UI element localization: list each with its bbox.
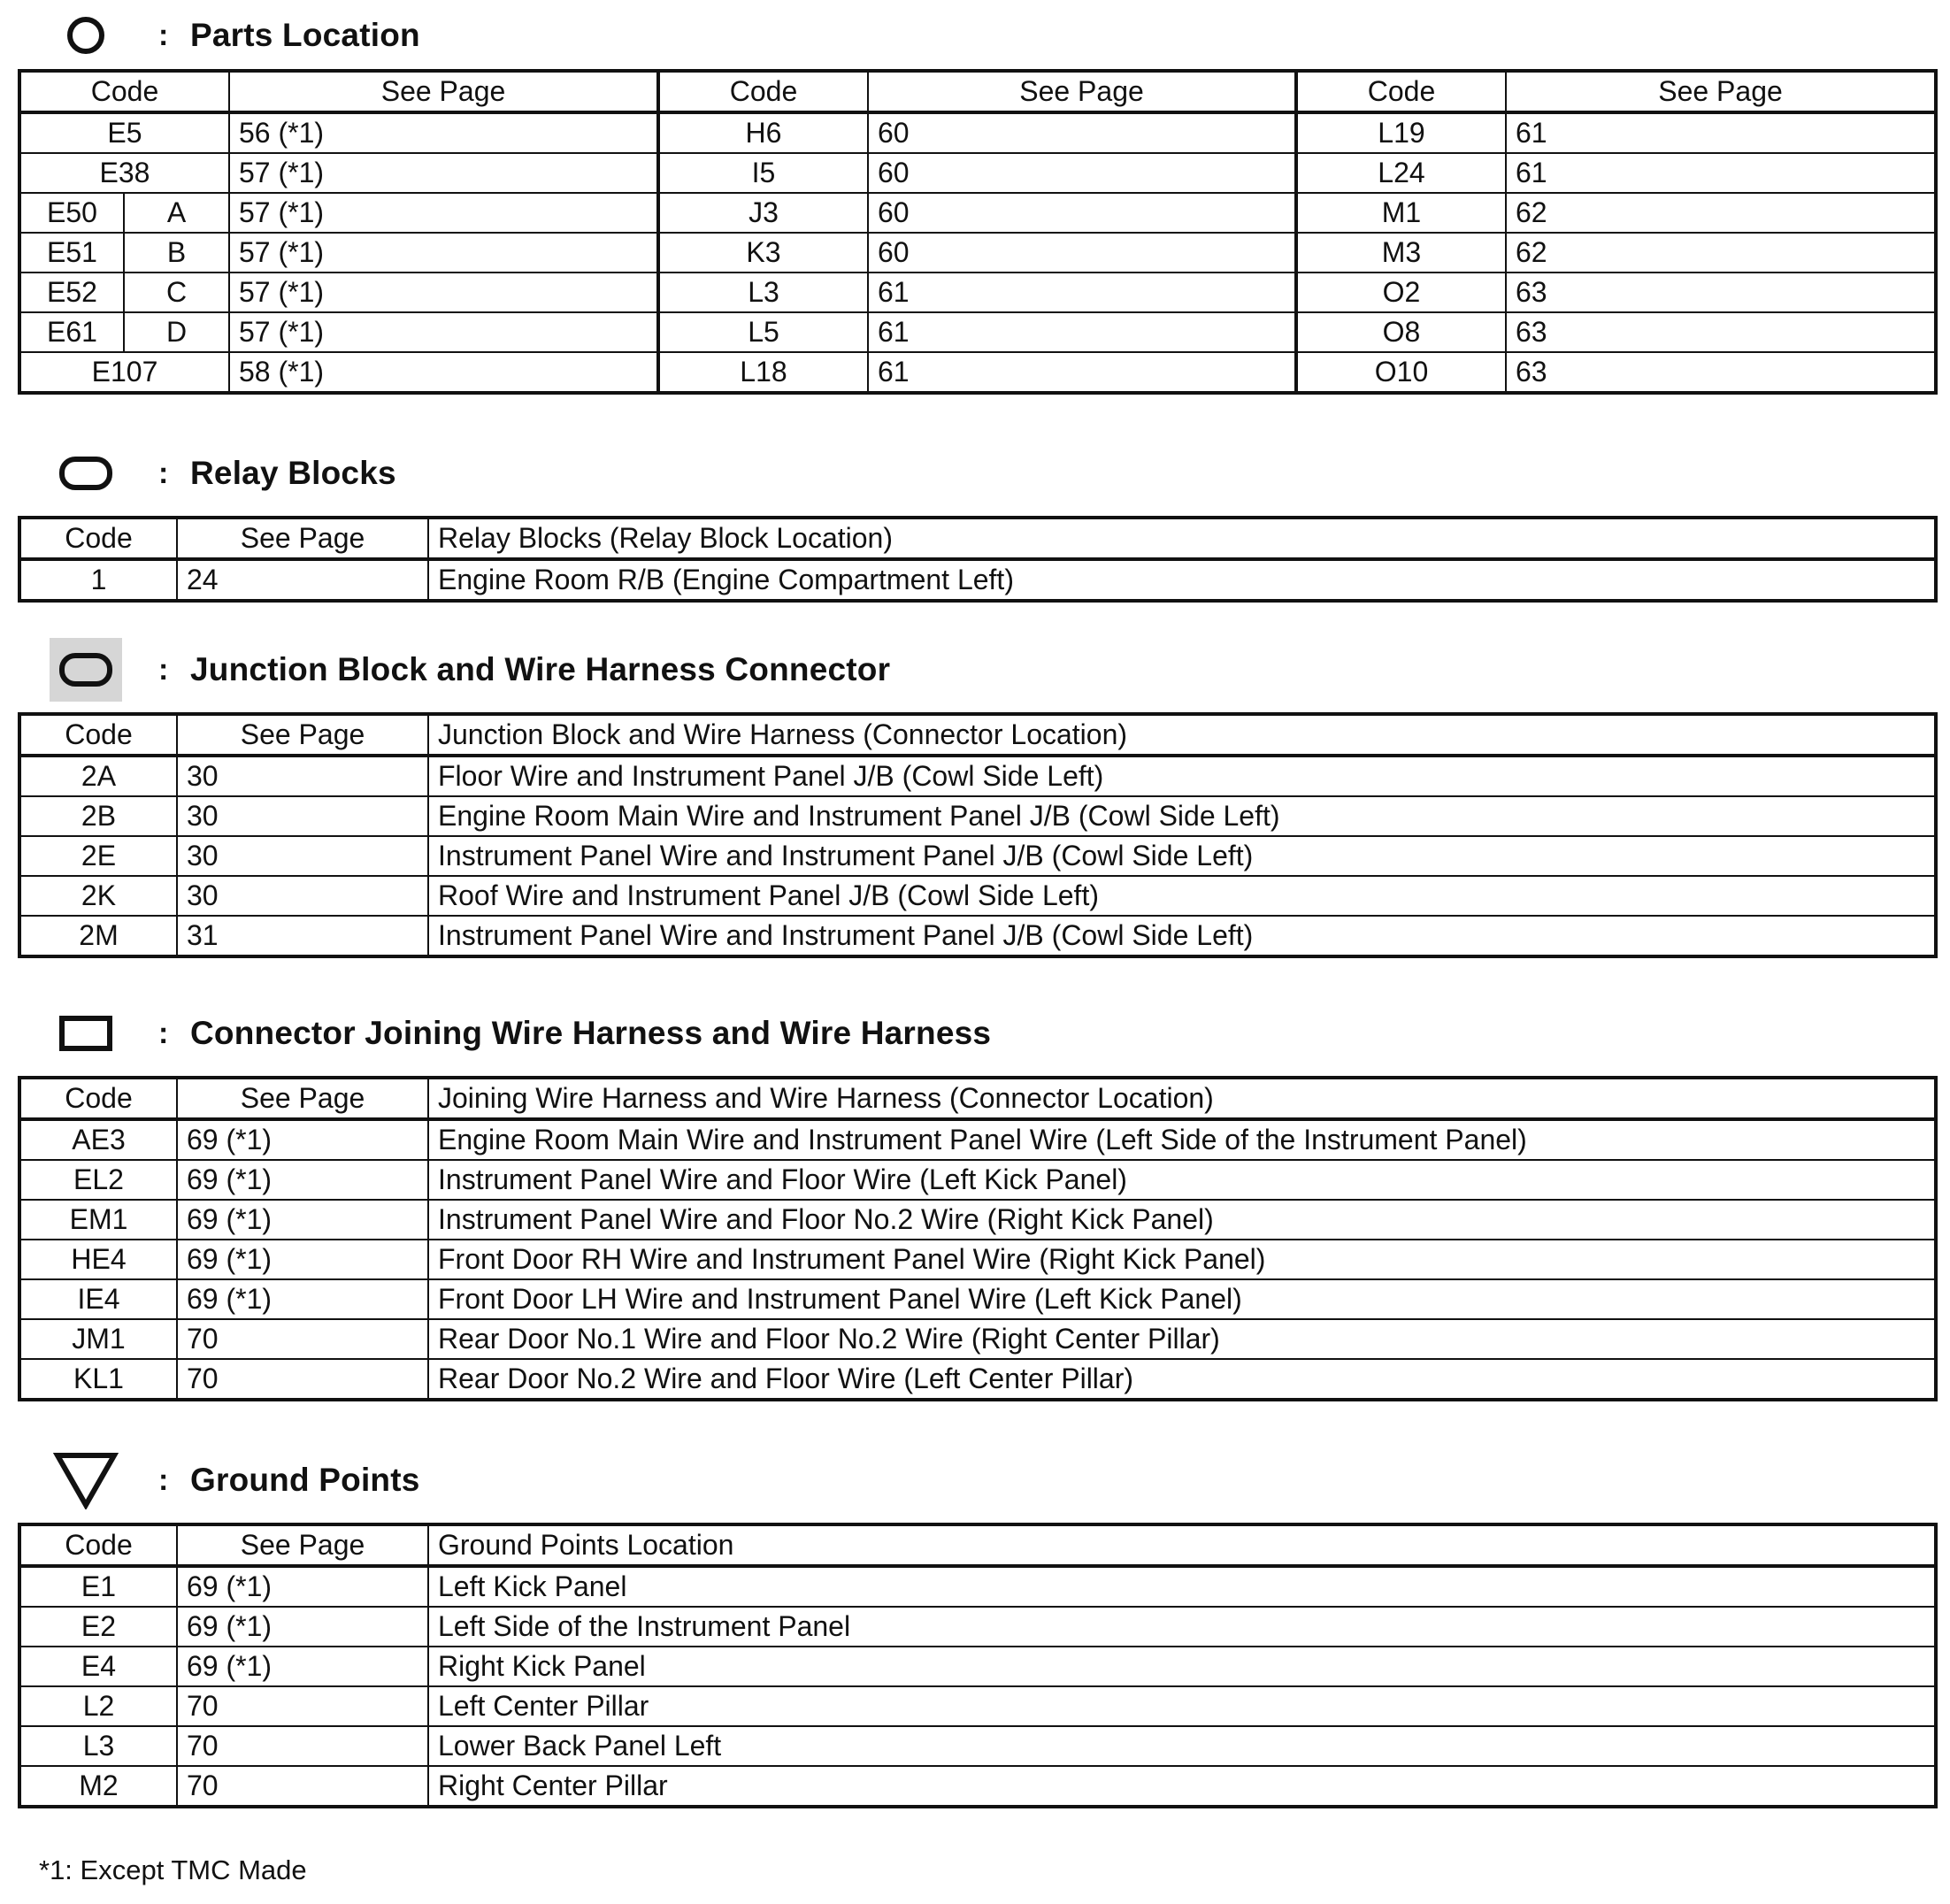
table-row — [19, 193, 1936, 233]
column-header: See Page — [229, 71, 658, 112]
code-cell: 2A — [19, 756, 177, 796]
table-row — [19, 1160, 1936, 1200]
column-header: Code — [19, 1078, 177, 1119]
heading-colon: : — [158, 652, 169, 687]
location-cell: Right Center Pillar — [428, 1766, 1936, 1807]
code-cell: EM1 — [19, 1200, 177, 1240]
location-cell: Left Kick Panel — [428, 1566, 1936, 1607]
code-cell: KL1 — [19, 1359, 177, 1400]
code-cell: L2 — [19, 1686, 177, 1726]
page-cell: 63 — [1506, 273, 1936, 312]
code-cell: IE4 — [19, 1279, 177, 1319]
page-cell: 57 (*1) — [229, 153, 658, 193]
column-header: See Page — [177, 1524, 428, 1566]
page-cell: 56 (*1) — [229, 112, 658, 153]
sub-code-cell: A — [124, 193, 229, 233]
page-cell: 60 — [868, 193, 1296, 233]
section-title: Parts Location — [190, 17, 420, 53]
location-cell: Floor Wire and Instrument Panel J/B (Cowl Side Left) — [428, 756, 1936, 796]
connector-joining-table — [18, 1076, 1938, 1401]
table-header-row — [19, 518, 1936, 559]
code-cell: O10 — [1296, 352, 1506, 393]
code-cell: L18 — [658, 352, 868, 393]
table-row — [19, 559, 1936, 601]
location-cell: Roof Wire and Instrument Panel J/B (Cowl Side Left) — [428, 876, 1936, 916]
code-cell: K3 — [658, 233, 868, 273]
page-cell: 69 (*1) — [177, 1279, 428, 1319]
table-header-row — [19, 71, 1936, 112]
code-cell: M3 — [1296, 233, 1506, 273]
table-row — [19, 1359, 1936, 1400]
page-cell: 61 — [1506, 112, 1936, 153]
code-cell: 2B — [19, 796, 177, 836]
page-cell: 63 — [1506, 352, 1936, 393]
location-cell: Front Door RH Wire and Instrument Panel Wire (Right Kick Panel) — [428, 1240, 1936, 1279]
page-cell: 69 (*1) — [177, 1566, 428, 1607]
table-row — [19, 1319, 1936, 1359]
heading-colon: : — [158, 1016, 169, 1050]
code-cell: M2 — [19, 1766, 177, 1807]
location-cell: Engine Room Main Wire and Instrument Panel J/B (Cowl Side Left) — [428, 796, 1936, 836]
junction-block-heading — [49, 643, 890, 696]
code-cell: E1 — [19, 1566, 177, 1607]
page-cell: 69 (*1) — [177, 1160, 428, 1200]
page-cell: 60 — [868, 233, 1296, 273]
page-cell: 70 — [177, 1726, 428, 1766]
column-header: See Page — [177, 714, 428, 756]
page-cell: 57 (*1) — [229, 193, 658, 233]
table-row — [19, 1200, 1936, 1240]
relay-blocks-table — [18, 516, 1938, 603]
table-header-row — [19, 714, 1936, 756]
column-header: See Page — [1506, 71, 1936, 112]
table-row — [19, 1726, 1936, 1766]
table-row — [19, 1240, 1936, 1279]
heading-colon: : — [158, 456, 169, 490]
code-cell: AE3 — [19, 1119, 177, 1160]
location-cell: Instrument Panel Wire and Instrument Panel J/B (Cowl Side Left) — [428, 916, 1936, 956]
page-cell: 69 (*1) — [177, 1119, 428, 1160]
column-header: Code — [19, 71, 229, 112]
relay-blocks-heading — [49, 447, 396, 500]
page-cell: 69 (*1) — [177, 1200, 428, 1240]
table-row — [19, 1607, 1936, 1647]
table-row — [19, 1647, 1936, 1686]
code-cell: E2 — [19, 1607, 177, 1647]
column-header: Code — [19, 518, 177, 559]
location-cell: Lower Back Panel Left — [428, 1726, 1936, 1766]
code-cell: E61 — [19, 312, 124, 352]
page-cell: 30 — [177, 836, 428, 876]
page-cell: 57 (*1) — [229, 312, 658, 352]
code-cell: E51 — [19, 233, 124, 273]
table-row — [19, 756, 1936, 796]
table-row — [19, 352, 1936, 393]
code-cell: HE4 — [19, 1240, 177, 1279]
table-row — [19, 876, 1936, 916]
location-cell: Engine Room R/B (Engine Compartment Left) — [428, 559, 1936, 601]
location-cell: Rear Door No.1 Wire and Floor No.2 Wire (Right Center Pillar) — [428, 1319, 1936, 1359]
page-cell: 57 (*1) — [229, 273, 658, 312]
table-row — [19, 1686, 1936, 1726]
code-cell: O2 — [1296, 273, 1506, 312]
code-cell: L19 — [1296, 112, 1506, 153]
column-header: Code — [19, 714, 177, 756]
page-cell: 61 — [868, 352, 1296, 393]
page-cell: 62 — [1506, 193, 1936, 233]
code-cell: 2E — [19, 836, 177, 876]
page-cell: 70 — [177, 1686, 428, 1726]
page-cell: 69 (*1) — [177, 1647, 428, 1686]
code-cell: E38 — [19, 153, 229, 193]
code-cell: E4 — [19, 1647, 177, 1686]
code-cell: EL2 — [19, 1160, 177, 1200]
code-cell: 2K — [19, 876, 177, 916]
page-cell: 58 (*1) — [229, 352, 658, 393]
heading-colon: : — [158, 18, 169, 52]
table-row — [19, 312, 1936, 352]
connector-joining-heading — [49, 1007, 991, 1060]
footnote: *1: Except TMC Made — [39, 1854, 307, 1885]
page-cell: 24 — [177, 559, 428, 601]
section-title: Relay Blocks — [190, 455, 396, 491]
rounded-rect-icon — [49, 447, 123, 500]
rectangle-icon — [49, 1007, 123, 1060]
page-cell: 31 — [177, 916, 428, 956]
column-header: See Page — [868, 71, 1296, 112]
column-header: See Page — [177, 1078, 428, 1119]
location-cell: Right Kick Panel — [428, 1647, 1936, 1686]
location-cell: Instrument Panel Wire and Instrument Panel J/B (Cowl Side Left) — [428, 836, 1936, 876]
column-header: See Page — [177, 518, 428, 559]
page-cell: 70 — [177, 1359, 428, 1400]
page-cell: 30 — [177, 876, 428, 916]
code-cell: 1 — [19, 559, 177, 601]
shaded-rounded-rect-icon — [49, 643, 123, 696]
location-cell: Engine Room Main Wire and Instrument Panel Wire (Left Side of the Instrument Panel) — [428, 1119, 1936, 1160]
table-row — [19, 1279, 1936, 1319]
triangle-down-icon — [49, 1454, 123, 1507]
page-cell: 30 — [177, 796, 428, 836]
code-cell: E52 — [19, 273, 124, 312]
location-cell: Instrument Panel Wire and Floor Wire (Left Kick Panel) — [428, 1160, 1936, 1200]
code-cell: H6 — [658, 112, 868, 153]
page-cell: 61 — [1506, 153, 1936, 193]
section-title: Ground Points — [190, 1462, 420, 1498]
code-cell: JM1 — [19, 1319, 177, 1359]
parts-location-table — [18, 69, 1938, 395]
table-row — [19, 1119, 1936, 1160]
code-cell: E107 — [19, 352, 229, 393]
code-cell: L3 — [658, 273, 868, 312]
sub-code-cell: D — [124, 312, 229, 352]
page-cell: 30 — [177, 756, 428, 796]
column-header: Relay Blocks (Relay Block Location) — [428, 518, 1936, 559]
code-cell: E5 — [19, 112, 229, 153]
sub-code-cell: B — [124, 233, 229, 273]
code-cell: L5 — [658, 312, 868, 352]
code-cell: O8 — [1296, 312, 1506, 352]
table-row — [19, 836, 1936, 876]
heading-colon: : — [158, 1463, 169, 1497]
page-cell: 60 — [868, 112, 1296, 153]
code-cell: I5 — [658, 153, 868, 193]
junction-block-table — [18, 712, 1938, 958]
page-cell: 70 — [177, 1766, 428, 1807]
page-cell: 69 (*1) — [177, 1240, 428, 1279]
code-cell: L3 — [19, 1726, 177, 1766]
page-cell: 69 (*1) — [177, 1607, 428, 1647]
sub-code-cell: C — [124, 273, 229, 312]
table-row — [19, 1566, 1936, 1607]
section-title: Junction Block and Wire Harness Connector — [190, 651, 891, 687]
section-title: Connector Joining Wire Harness and Wire Harness — [190, 1015, 992, 1051]
location-cell: Left Center Pillar — [428, 1686, 1936, 1726]
page-cell: 63 — [1506, 312, 1936, 352]
code-cell: L24 — [1296, 153, 1506, 193]
column-header: Junction Block and Wire Harness (Connector Location) — [428, 714, 1936, 756]
table-row — [19, 233, 1936, 273]
table-row — [19, 796, 1936, 836]
column-header: Ground Points Location — [428, 1524, 1936, 1566]
ground-points-table — [18, 1523, 1938, 1808]
code-cell: J3 — [658, 193, 868, 233]
table-header-row — [19, 1524, 1936, 1566]
column-header: Code — [658, 71, 868, 112]
page-cell: 70 — [177, 1319, 428, 1359]
column-header: Code — [19, 1524, 177, 1566]
table-header-row — [19, 1078, 1936, 1119]
table-row — [19, 153, 1936, 193]
page-cell: 61 — [868, 273, 1296, 312]
table-row — [19, 916, 1936, 956]
table-row — [19, 1766, 1936, 1807]
page-cell: 62 — [1506, 233, 1936, 273]
page-cell: 60 — [868, 153, 1296, 193]
location-cell: Front Door LH Wire and Instrument Panel Wire (Left Kick Panel) — [428, 1279, 1936, 1319]
table-row — [19, 112, 1936, 153]
code-cell: M1 — [1296, 193, 1506, 233]
ground-points-heading — [49, 1454, 420, 1507]
location-cell: Instrument Panel Wire and Floor No.2 Wire (Right Kick Panel) — [428, 1200, 1936, 1240]
column-header: Code — [1296, 71, 1506, 112]
code-cell: 2M — [19, 916, 177, 956]
location-cell: Rear Door No.2 Wire and Floor Wire (Left Center Pillar) — [428, 1359, 1936, 1400]
code-cell: E50 — [19, 193, 124, 233]
table-row — [19, 273, 1936, 312]
location-cell: Left Side of the Instrument Panel — [428, 1607, 1936, 1647]
column-header: Joining Wire Harness and Wire Harness (Connector Location) — [428, 1078, 1936, 1119]
page-cell: 61 — [868, 312, 1296, 352]
circle-icon — [49, 9, 123, 62]
page-cell: 57 (*1) — [229, 233, 658, 273]
parts-location-heading — [49, 9, 420, 62]
